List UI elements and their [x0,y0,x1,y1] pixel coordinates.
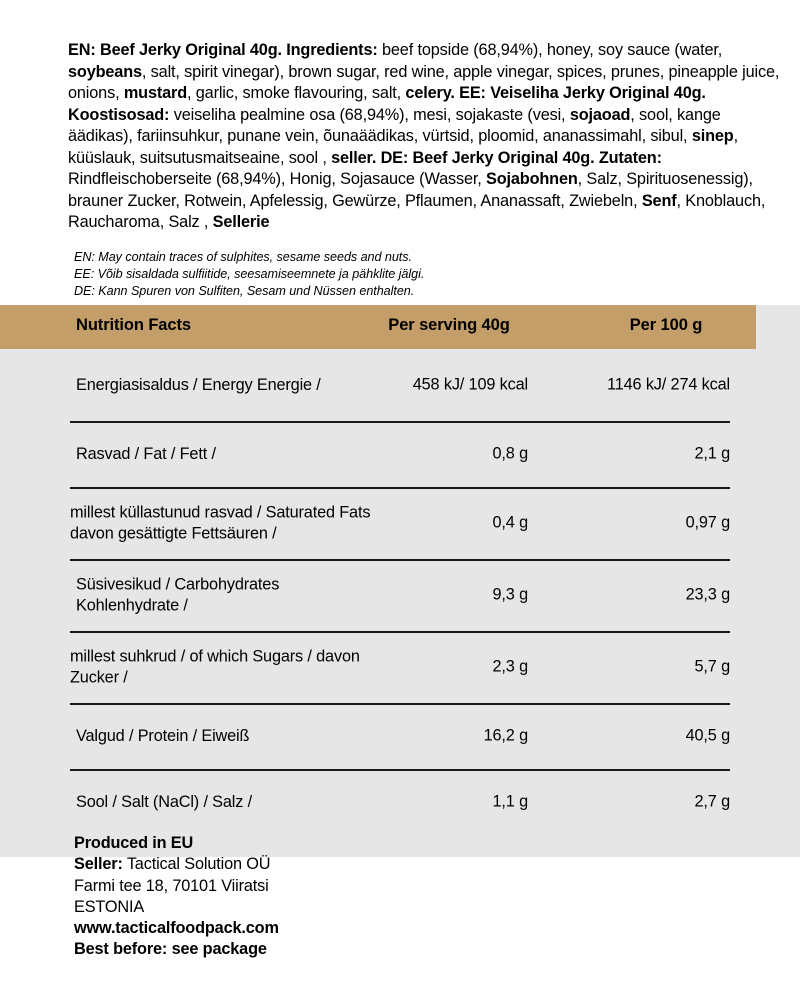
nutrient-value-per-100g: 5,7 g [694,657,730,676]
nutrient-value-per-serving: 0,8 g [492,444,528,463]
nutrient-value-per-100g: 0,97 g [685,513,730,532]
ingredients-ee-text-2: , sool, kange äädikas), fariinsuhkur, punane vein, õunaäädikas, vürtsid, ploomid, ananassimahl, sibul, [68,105,721,145]
allergen-traces-block [74,249,714,301]
nutrient-value-per-100g: 2,7 g [694,792,730,811]
row-separator [70,631,730,633]
nutrient-value-per-serving: 0,4 g [492,513,528,532]
nutrient-value-per-100g: 23,3 g [685,585,730,604]
nutrition-facts-title: Nutrition Facts [76,316,191,334]
table-row [0,559,800,631]
traces-ee: EE: Võib sisaldada sulfiitide, seesamiseemnete ja pähklite jälgi. [74,267,425,282]
ingredients-en-text-1: beef topside (68,94%), honey, soy sauce (water, [377,41,723,59]
nutrient-label: Sool / Salt (NaCl) / Salz / [76,792,253,811]
ingredients-ee-lead: EE: Veiseliha Jerky Original 40g. [459,84,706,102]
ingredients-en-keyword: Ingredients: [286,41,378,59]
nutrition-table-header-row [0,305,756,349]
allergen-sojaoad: sojaoad [569,105,631,124]
nutrient-label: Energiasisaldus / Energy Energie / [76,375,321,394]
ingredients-de-text-2: , Salz, Spirituosenessig), brauner Zucker, Rotwein, Apfelessig, Gewürze, Pflaumen, Ananassaft, Zwiebeln, [68,170,753,210]
nutrient-label: millest küllastunud rasvad / Saturated Fats davon gesättigte Fettsäuren / [70,503,371,542]
allergen-seller: seller. [331,148,377,167]
table-row [0,487,800,559]
traces-en: EN: May contain traces of sulphites, sesame seeds and nuts. [74,250,412,264]
ingredients-de-keyword: Zutaten: [598,148,662,167]
allergen-celery: celery. [405,84,455,102]
seller-label: Seller: [74,855,123,874]
table-row [0,703,800,769]
ingredients-en-text-3: , garlic, smoke flavouring, salt, [187,84,406,102]
table-row [0,421,800,487]
nutrition-table-body [0,349,800,857]
nutrient-value-per-100g: 40,5 g [685,726,730,745]
best-before-line: Best before: see package [74,940,267,959]
table-row [0,769,800,835]
produced-in-line: Produced in EU [74,834,194,852]
nutrient-value-per-100g: 2,1 g [694,444,730,463]
producer-info-block [74,833,574,961]
table-row [0,631,800,703]
nutrient-value-per-serving: 1,1 g [492,792,528,811]
nutrient-value-per-100g: 1146 kJ/ 274 kcal [607,375,730,394]
allergen-mustard: mustard [123,84,188,102]
country-line: ESTONIA [74,897,145,916]
address-line: Farmi tee 18, 70101 Viiratsi [74,876,269,895]
ingredients-de-text-1: Rindfleischoberseite (68,94%), Honig, Sojasauce (Wasser, [68,170,486,188]
nutrient-label: Rasvad / Fat / Fett / [76,444,216,463]
website-line: www.tacticalfoodpack.com [74,919,279,938]
allergen-sojabohnen: Sojabohnen [485,170,578,188]
nutrition-facts-table [0,305,800,857]
ingredients-paragraph [68,40,780,234]
allergen-sellerie: Sellerie [212,213,270,231]
row-separator [70,559,730,561]
ingredients-de-lead: DE: Beef Jerky Original 40g. [376,148,595,167]
column-header-per-100g: Per 100 g [629,316,703,334]
row-separator [70,769,730,771]
nutrient-value-per-serving: 2,3 g [492,657,528,676]
nutrient-label: Süsivesikud / Carbohydrates Kohlenhydrate / [76,575,280,614]
nutrient-value-per-serving: 9,3 g [492,585,528,604]
ingredients-en-text-2: , salt, spirit vinegar), brown sugar, red wine, apple vinegar, spices, prunes, pineapple juice, onions, [68,62,780,102]
allergen-soybeans: soybeans [68,62,142,81]
allergen-senf: Senf [641,191,677,210]
seller-line [74,854,574,875]
table-row [0,349,800,421]
ingredients-en-lead: EN: Beef Jerky Original 40g. [68,41,282,59]
row-separator [70,421,730,423]
ingredients-de-text-3: , Knoblauch, Raucharoma, Salz , [68,191,766,231]
nutrient-value-per-serving: 458 kJ/ 109 kcal [412,375,528,394]
ingredients-ee-text-1: veiseliha pealmine osa (68,94%), mesi, sojakaste (vesi, [169,105,570,124]
row-separator [70,487,730,489]
allergen-sinep: sinep [691,127,734,145]
seller-name: Tactical Solution OÜ [122,855,271,874]
column-header-per-serving: Per serving 40g [388,316,510,334]
ingredients-ee-keyword: Koostisosad: [68,105,170,124]
nutrient-label: millest suhkrud / of which Sugars / davon Zucker / [70,647,360,686]
ingredients-ee-text-3: , küüslauk, suitsutusmaitseaine, sool , [68,127,738,167]
traces-de: DE: Kann Spuren von Sulfiten, Sesam und Nüssen enthalten. [74,284,415,299]
row-separator [70,703,730,705]
nutrient-label: Valgud / Protein / Eiweiß [76,726,250,745]
nutrient-value-per-serving: 16,2 g [483,726,528,745]
